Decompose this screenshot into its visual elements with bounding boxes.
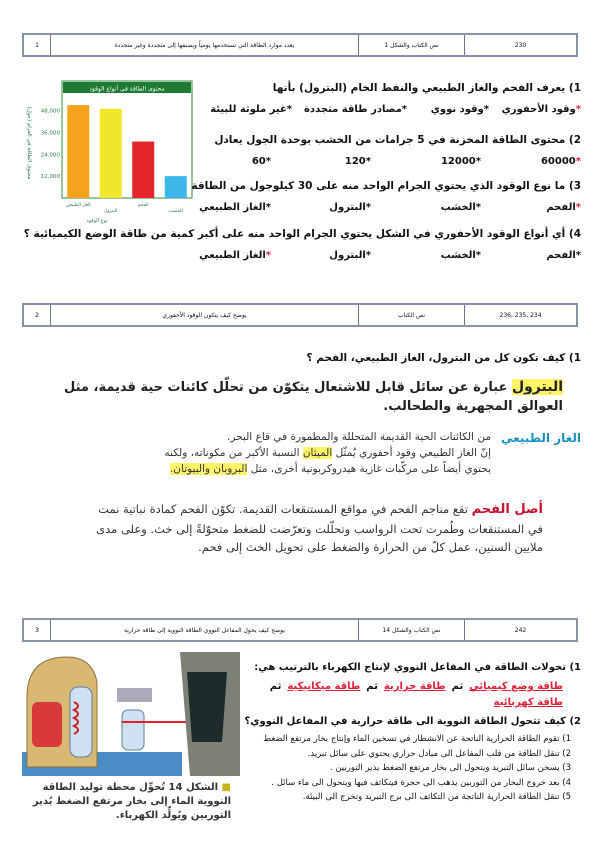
bar-4 (165, 176, 187, 198)
row-pages: 230 (514, 41, 527, 49)
row-objective: يوضح كيف يتكون الوقود الأحفوري (51, 305, 359, 325)
objective-row-2 (22, 303, 578, 327)
propane-butane-highlight: البروبان والبيوتان. (169, 463, 248, 475)
petroleum-paragraph (63, 378, 563, 416)
section-3-question-1: 1) تحولات الطاقة في المفاعل النووي لإنتاج الكهرباء بالترتيب هي: (254, 662, 581, 673)
gas-text: النسبة الأكبر من مكوناته، ولكنه (164, 447, 303, 459)
step-item: 4) بعد خروج البخار من التوربين يذهب الى حجرة فيتكاثف فيها ويتحول الى ماء سائل . (271, 777, 571, 788)
square-bullet-icon: ■ (221, 782, 231, 793)
star-bullet-icon: * (575, 250, 581, 261)
option (304, 104, 407, 115)
option (391, 250, 481, 261)
option (501, 202, 581, 213)
option-label: الخشب (440, 250, 476, 261)
options-1 (198, 104, 581, 115)
option-label: غير ملوثة للبيئة (210, 104, 287, 115)
chain-item: طاقة حرارية (383, 681, 446, 692)
option-label: وقود الأحفوري (501, 104, 576, 115)
option (391, 202, 481, 213)
coal-term: أصل الفحم (471, 502, 543, 517)
section-2-question: 1) كيف تكون كل من البترول، الغاز الطبيعي، الفحم ؟ (306, 352, 581, 364)
option (501, 104, 581, 115)
row-source: نص الكتاب والشكل 14 (359, 620, 465, 640)
star-bullet-icon: * (475, 250, 481, 261)
gas-line-2 (164, 447, 491, 459)
question-4: 4) أي أنواع الوقود الأحفوري في الشكل يحتوي الجرام الواحد منه على أكبر كمية من طاقة الوضع الكيميائية ؟ (23, 228, 581, 240)
bar-2 (100, 109, 122, 198)
y-tick-label: 48,000 (40, 108, 60, 115)
row-pages: 242 (514, 626, 527, 634)
question-1: 1) يعرف الفحم والغاز الطبيعي والنفط الخام (البترول) بأنها (272, 82, 581, 94)
row-pages: 234 ,235 ,236 (499, 311, 542, 319)
star-bullet-icon: * (575, 202, 581, 213)
chart-title: محتوى الطاقة في أنواع الوقود (89, 85, 165, 93)
objective-row-1 (22, 33, 578, 57)
row-objective: يعدد موارد الطاقة التي تستخدمها يومياً ويصنفها إلى متجددة وغير متجددة (51, 35, 359, 55)
row-source: نص الكتاب (359, 305, 465, 325)
chain-item: طاقة وضع كيميائي (469, 681, 563, 692)
option-label: الفحم (546, 250, 576, 261)
figure-caption (23, 781, 231, 823)
option (191, 250, 271, 261)
coal-paragraph (83, 500, 543, 557)
gas-line-1: من الكائنات الحية القديمة المتحللة والمطمورة في قاع البحر. (227, 431, 491, 443)
gas-text: يحتوي أيضاً على مركّبات غازية هيدروكربونية أخرى، مثل (247, 463, 491, 475)
y-tick-label: 36,000 (40, 130, 60, 137)
nuclear-plant-diagram (22, 652, 240, 776)
star-bullet-icon: * (475, 156, 481, 167)
option (419, 104, 489, 115)
gas-term: الغاز الطبيعي (500, 431, 581, 445)
row-objective: يوضح كيف يحول المفاعل النووي الطاقة النووية إلى طاقة حرارية (51, 620, 359, 640)
option (291, 202, 371, 213)
question-2: 2) محتوى الطاقة المخزنة في 5 جرامات من الخشب بوحدة الجول يعادل (214, 134, 581, 146)
row-number: 2 (24, 305, 51, 325)
chain-arrow-word: ثم (366, 681, 378, 692)
option-label: البترول (329, 202, 366, 213)
step-item: 5) تنقل الطاقة الحرارية الناتجة من التكاثف الى برج التبريد وتخرج الى البيئة. (302, 792, 571, 802)
x-axis-label: نوع الوقود (86, 218, 108, 224)
gas-line-3 (170, 463, 491, 475)
x-tick-label: البترول (104, 209, 118, 214)
x-tick-label: الفحم (137, 203, 149, 208)
star-bullet-icon: * (575, 104, 581, 115)
row-number: 1 (24, 35, 51, 55)
row-number: 3 (24, 620, 51, 640)
coal-text: تقع مناجم الفحم في مواقع المستنقعات القديمة. تكوّن الفحم كمادة نباتية نمت في المستنقعات وطُمرت تحت الرواسب وتحلّلت وتعرّضت للضغط متحوّلةً إلى خث. وعلى مدى ملايين السنين، عمل كلّ من الحرارة والضغط على تحويل الخث إلى فحم. (96, 502, 543, 554)
y-axis-label: محتوى الطاقة في الغرام (جول) (26, 106, 32, 180)
option-label: الخشب (440, 202, 476, 213)
option-label: الفحم (546, 202, 576, 213)
star-bullet-icon: * (365, 250, 371, 261)
caption-label: الشكل 14 (168, 782, 219, 793)
option-label: 12000 (440, 156, 476, 167)
y-tick-label: 24,000 (40, 152, 60, 159)
star-bullet-icon: * (365, 156, 371, 167)
caption-text: تُحوِّل محطة توليد الطاقة النووية الماء إلى بخار مرتفع الضغط يُدير التوربين ويُولِّد الكهرباء. (32, 782, 231, 821)
objective-row-3 (22, 618, 578, 642)
steps-list (249, 733, 571, 806)
option-label: مصادر طاقة متجددة (304, 104, 402, 115)
star-bullet-icon: * (575, 156, 581, 167)
question-3: 3) ما نوع الوقود الذي يحتوي الجرام الواحد منه على 30 كيلوجول من الطاقة (191, 180, 581, 192)
option-label: 120 (344, 156, 366, 167)
star-bullet-icon: * (365, 202, 371, 213)
chain-item: طاقة كهربائية (493, 697, 563, 708)
option-label: الغاز الطبيعي (199, 202, 266, 213)
chain-arrow-word: ثم (269, 681, 282, 692)
section-3-question-2: 2) كيف تتحول الطاقة النووية الى طاقة حرارية في المفاعل النووي؟ (244, 716, 581, 727)
methane-highlight: الميثان (302, 447, 333, 459)
bar-1 (67, 105, 89, 198)
chain-item: طاقة ميكانيكية (287, 681, 361, 692)
x-tick-label: الخشب (168, 209, 183, 214)
option (191, 202, 271, 213)
option-label: وقود نووي (430, 104, 484, 115)
option-label: البترول (329, 250, 366, 261)
option (210, 104, 292, 115)
star-bullet-icon: * (265, 250, 271, 261)
bar-3 (132, 142, 154, 198)
x-tick-label: الغاز الطبيعي (65, 203, 91, 208)
option-label: الغاز الطبيعي (199, 250, 266, 261)
star-bullet-icon: * (401, 104, 407, 115)
step-item: 1) تقوم الطاقة الحرارية الناتجة عن الانشطار في تسخين الماء وإنتاج بخار مرتفع الضغط (263, 734, 571, 744)
options-3 (168, 202, 581, 214)
gas-text: إنّ الغاز الطبيعي وقود أحفوري يُمثّل (332, 447, 491, 459)
row-source: نص الكتاب والشكل 1 (359, 35, 465, 55)
option (291, 156, 371, 167)
step-item: 2) تنقل الطاقة من قلب المفاعل الى مبادل حراري يحتوي على سائل تبريد. (307, 748, 571, 759)
options-4 (171, 250, 581, 261)
star-bullet-icon: * (483, 104, 489, 115)
option (501, 156, 581, 167)
option (291, 250, 371, 261)
petroleum-term: البترول (511, 379, 563, 395)
option-label: 60000 (540, 156, 576, 167)
energy-chain (251, 680, 563, 710)
star-bullet-icon: * (475, 202, 481, 213)
star-bullet-icon: * (265, 202, 271, 213)
options-2 (171, 156, 581, 167)
star-bullet-icon: * (265, 156, 271, 167)
chain-arrow-word: ثم (451, 681, 464, 692)
option (501, 250, 581, 261)
y-tick-label: 12,000 (40, 174, 60, 181)
option-label: 60 (251, 156, 266, 167)
star-bullet-icon: * (286, 104, 293, 115)
option (191, 156, 271, 167)
option (391, 156, 481, 167)
step-item: 3) يسخن سائل التبريد ويتحول الى بخار مرتفع الضغط يدير التوربين . (329, 763, 571, 773)
petroleum-text: عبارة عن سائل قابل للاشتعال يتكوّن من تحلّل كائنات حية قديمة، مثل العوالق المجهرية والطحالب. (64, 380, 563, 414)
